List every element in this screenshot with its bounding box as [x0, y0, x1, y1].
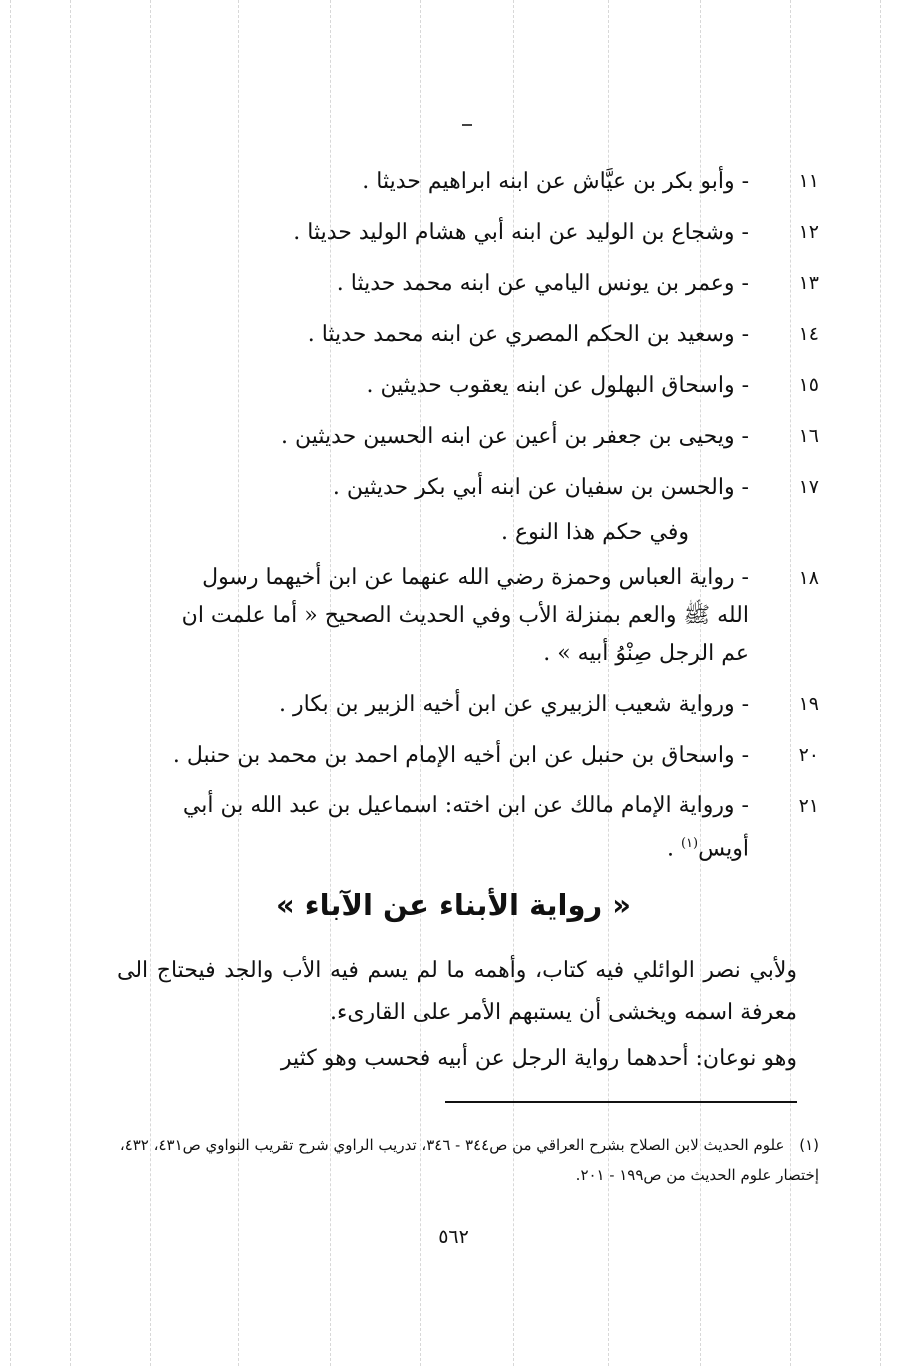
footnote-divider — [445, 1101, 797, 1103]
item-text: - وسعيد بن الحكم المصري عن ابنه محمد حديثا . — [307, 322, 749, 347]
item-number: ١٨ — [798, 567, 819, 589]
footnote — [119, 1130, 819, 1190]
list-item — [129, 309, 819, 360]
item-number: ١٦ — [798, 425, 819, 447]
item-number: ٢٠ — [798, 744, 819, 766]
item-text-line: - رواية العباس وحمزة رضي الله عنهما عن ابن أخيهما رسول — [202, 565, 749, 590]
item-text-line: الله ﷺ والعم بمنزلة الأب وفي الحديث الصحيح « أما علمت ان — [181, 603, 749, 628]
list-item — [129, 730, 819, 781]
list-item — [129, 787, 819, 868]
item-number: ١٩ — [798, 693, 819, 715]
scan-artifact-line — [10, 0, 11, 1366]
item-text: - وعمر بن يونس اليامي عن ابنه محمد حديثا . — [336, 271, 749, 296]
section-note: وفي حكم هذا النوع . — [500, 520, 689, 545]
item-number: ١٤ — [798, 323, 819, 345]
item-text — [129, 787, 749, 868]
page-number: ٥٦٢ — [438, 1226, 469, 1248]
list-item — [129, 679, 819, 730]
item-text: - واسحاق البهلول عن ابنه يعقوب حديثين . — [366, 373, 749, 398]
list-item — [129, 258, 819, 309]
item-text: - وأبو بكر بن عيَّاش عن ابنه ابراهيم حديثا . — [362, 169, 749, 194]
item-number: ١٧ — [798, 476, 819, 498]
list-item — [129, 411, 819, 462]
list-item — [129, 360, 819, 411]
item-text-line: - ورواية الإمام مالك عن ابن اخته: اسماعيل بن عبد الله بن أبي — [182, 793, 749, 818]
numbered-list — [129, 156, 819, 874]
list-item — [129, 559, 819, 673]
item-text-fragment: . — [666, 836, 681, 862]
list-item — [129, 207, 819, 258]
item-text-line — [129, 825, 749, 868]
item-text: - ورواية شعيب الزبيري عن ابن أخيه الزبير بن بكار . — [279, 692, 749, 717]
item-number: ١٢ — [798, 221, 819, 243]
scan-artifact-line — [880, 0, 881, 1366]
item-text — [129, 559, 749, 673]
item-text-fragment: أويس — [698, 836, 749, 862]
body-paragraph: وهو نوعان: أحدهما رواية الرجل عن أبيه فحسب وهو كثير — [280, 1046, 797, 1071]
item-number: ٢١ — [798, 795, 819, 817]
section-heading: « رواية الأبناء عن الآباء » — [275, 888, 632, 922]
footnote-reference[interactable]: (١) — [680, 836, 699, 851]
item-number: ١٣ — [798, 272, 819, 294]
item-number: ١١ — [798, 170, 819, 192]
item-text: - واسحاق بن حنبل عن ابن أخيه الإمام احمد بن محمد بن حنبل . — [172, 743, 749, 768]
item-text: - ويحيى بن جعفر بن أعين عن ابنه الحسين حديثين . — [281, 424, 749, 449]
scan-artifact-line — [70, 0, 71, 1366]
item-text: - والحسن بن سفيان عن ابنه أبي بكر حديثين . — [332, 475, 749, 500]
footnote-mark: (١) — [799, 1136, 819, 1154]
item-text-line: عم الرجل صِنْوُ أبيه » . — [543, 641, 749, 666]
body-paragraph: ولأبي نصر الوائلي فيه كتاب، وأهمه ما لم يسم فيه الأب والجد فيحتاج الى معرفة اسمه ويخشى أن يستبهم الأمر على القارىء. — [117, 958, 797, 1025]
footnote-text: علوم الحديث لابن الصلاح بشرح العراقي من ص٣٤٤ - ٣٤٦، تدريب الراوي شرح تقريب النواوي ص٤٣١، ٤٣٢، إختصار علوم الحديث من ص١٩٩ - ٢٠١. — [119, 1136, 819, 1184]
item-number: ١٥ — [798, 374, 819, 396]
list-item — [129, 156, 819, 207]
ink-mark — [462, 124, 472, 126]
list-item — [129, 462, 819, 513]
item-text: - وشجاع بن الوليد عن ابنه أبي هشام الوليد حديثا . — [293, 220, 749, 245]
